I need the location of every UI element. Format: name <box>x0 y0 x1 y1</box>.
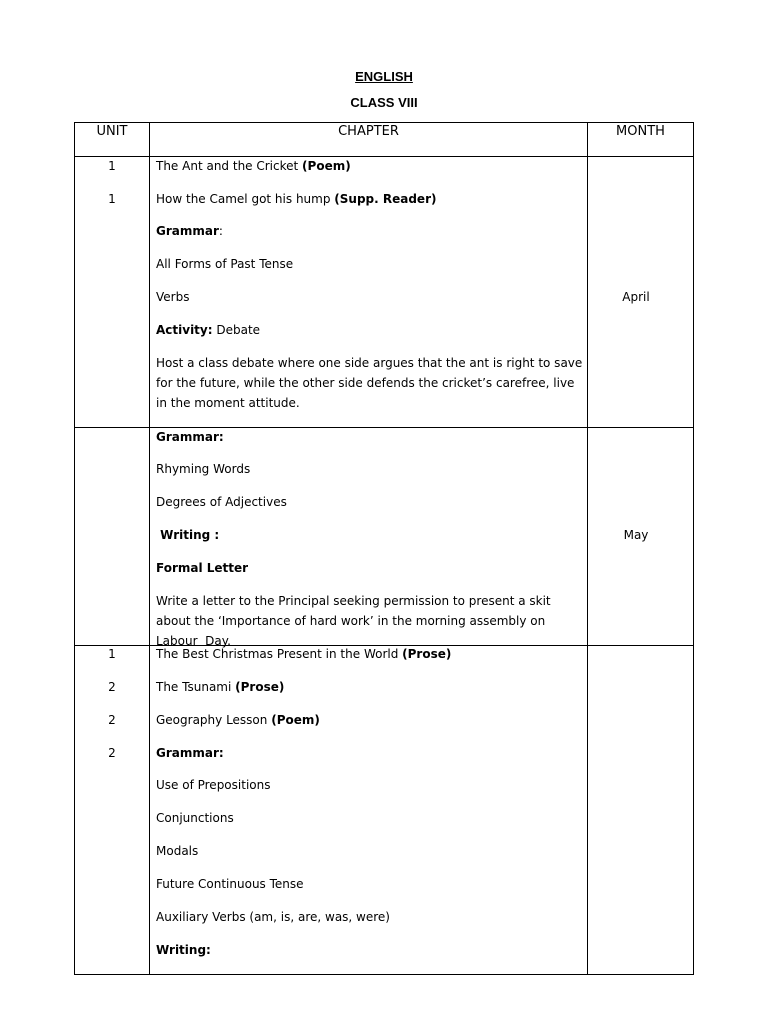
chapter-line: Verbs <box>156 290 190 304</box>
chapter-line: Writing: <box>156 943 211 957</box>
activity-description: Host a class debate where one side argues that the ant is right to save for the future, while the other side defends the cricket’s carefree, live in the moment attitude. <box>156 356 583 410</box>
chapter-line: Use of Prepositions <box>156 778 271 792</box>
chapter-line: The Best Christmas Present in the World (Prose) <box>156 647 452 661</box>
month-col-divider <box>587 122 588 975</box>
chapter-line: Future Continuous Tense <box>156 877 304 891</box>
header-unit: UNIT <box>96 124 128 139</box>
table-border-top <box>74 122 694 123</box>
chapter-line: Conjunctions <box>156 811 234 825</box>
chapter-line: Writing : <box>156 528 220 542</box>
chapter-line: Modals <box>156 844 199 858</box>
chapter-line: The Ant and the Cricket (Poem) <box>156 159 351 173</box>
chapter-line: Auxiliary Verbs (am, is, are, was, were) <box>156 910 390 924</box>
unit-cell: 2 <box>108 680 116 694</box>
writing-description: Write a letter to the Principal seeking permission to present a skit about the ‘Importance of hard work’ in the morning assembly on Labour Day. <box>156 594 555 648</box>
chapter-line: Grammar: <box>156 224 223 238</box>
unit-cell: 2 <box>108 713 116 727</box>
unit-cell: 2 <box>108 746 116 760</box>
unit-col-divider <box>149 122 150 975</box>
subject-title: ENGLISH <box>355 69 413 84</box>
table-border-left <box>74 122 75 975</box>
header-month: MONTH <box>616 124 665 139</box>
chapter-line: Degrees of Adjectives <box>156 495 287 509</box>
chapter-line: The Tsunami (Prose) <box>156 680 285 694</box>
chapter-line: All Forms of Past Tense <box>156 257 294 271</box>
chapter-line: Activity: Debate <box>156 323 261 337</box>
unit-cell: 1 <box>108 647 116 661</box>
table-border-right <box>693 122 694 975</box>
month-cell: April <box>622 290 650 304</box>
header-chapter: CHAPTER <box>338 124 399 139</box>
chapter-line: Grammar: <box>156 430 224 444</box>
month-cell: May <box>623 528 649 542</box>
chapter-line: Formal Letter <box>156 561 249 575</box>
chapter-line: Geography Lesson (Poem) <box>156 713 320 727</box>
unit-cell: 1 <box>108 159 116 173</box>
unit-cell: 1 <box>108 192 116 206</box>
table-border-bottom <box>74 974 694 975</box>
chapter-line: Rhyming Words <box>156 462 251 476</box>
chapter-line: How the Camel got his hump (Supp. Reader) <box>156 192 437 206</box>
chapter-line: Grammar: <box>156 746 224 760</box>
class-title: CLASS VIII <box>350 95 418 110</box>
